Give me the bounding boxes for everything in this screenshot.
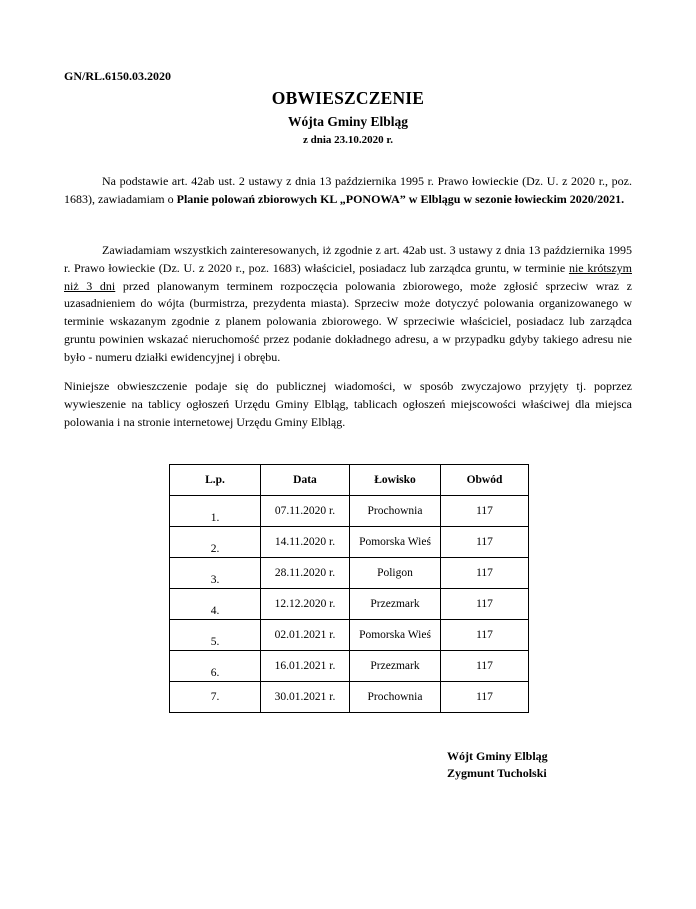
header-date: Data (261, 465, 350, 496)
signature-title: Wójt Gminy Elbląg (447, 749, 548, 763)
paragraph-objection-text-after: przed planowanym terminem rozpoczęcia polowania zbiorowego, może zgłosić sprzeciw wraz z uzasadnieniem do wójta (burmistrza, prezydenta miasta). Sprzeciw może dotyczyć polowania organizowanego w terminie wskazanym zgodnie z planem polowania zbiorowego. W sprzeciwie właściciel, posiadacz lub zarządca gruntu powinien wskazać nieruchomość przez podanie dokładnego adresu, a w przypadku gdyby takiego adresu nie było - numeru działki ewidencyjnej i obrębu. (64, 278, 632, 364)
paragraph-objection-text-before: Zawiadamiam wszystkich zainteresowanych, iż zgodnie z art. 42ab ust. 3 ustawy z dnia 13 października 1995 r. Prawo łowieckie (Dz. U. z 2020 r., poz. 1683) właściciel, posiadacz lub zarządca gruntu, w terminie (64, 243, 632, 275)
header-ground: Łowisko (350, 465, 441, 496)
cell-date: 12.12.2020 r. (261, 589, 350, 620)
paragraph-objection-underlined: nie krótszym niż 3 dni (64, 260, 632, 293)
paragraph-publication: Niniejsze obwieszczenie podaje się do publicznej wiadomości, w sposób zwyczajowo przyjęty tj. poprzez wywieszenie na tablicy ogłoszeń Urzędu Gminy Elbląg, tablicach ogłoszeń miejscowości właściwej dla miejsca polowania i na stronie internetowej Urzędu Gminy Elbląg. (64, 379, 632, 429)
cell-date: 14.11.2020 r. (261, 527, 350, 558)
header-district: Obwód (441, 465, 529, 496)
cell-ground: Pomorska Wieś (350, 620, 441, 651)
page-title: OBWIESZCZENIE (271, 88, 425, 108)
cell-date: 07.11.2020 r. (261, 496, 350, 527)
cell-district: 117 (441, 496, 529, 527)
table-row (170, 527, 529, 558)
cell-lp: 5. (170, 620, 261, 651)
table-row (170, 620, 529, 651)
paragraph-objection-notice (64, 242, 632, 367)
hunt-schedule-table (169, 464, 529, 713)
table-row (170, 651, 529, 682)
cell-ground: Prochownia (350, 496, 441, 527)
page-subtitle: Wójta Gminy Elbląg (287, 114, 408, 129)
paragraph-legal-basis (64, 173, 632, 209)
cell-lp: 3. (170, 558, 261, 589)
table-row (170, 558, 529, 589)
table-row (170, 589, 529, 620)
cell-ground: Pomorska Wieś (350, 527, 441, 558)
cell-district: 117 (441, 620, 529, 651)
cell-district: 117 (441, 682, 529, 713)
cell-date: 28.11.2020 r. (261, 558, 350, 589)
cell-ground: Prochownia (350, 682, 441, 713)
cell-date: 02.01.2021 r. (261, 620, 350, 651)
cell-district: 117 (441, 651, 529, 682)
cell-ground: Przezmark (350, 651, 441, 682)
cell-lp: 4. (170, 589, 261, 620)
cell-lp: 7. (170, 682, 261, 713)
cell-date: 16.01.2021 r. (261, 651, 350, 682)
table-row (170, 682, 529, 713)
cell-lp: 1. (170, 496, 261, 527)
paragraph-legal-basis-text: Na podstawie art. 42ab ust. 2 ustawy z dnia 13 października 1995 r. Prawo łowieckie (Dz. U. z 2020 r., poz. 1683), zawiadamiam o (64, 174, 632, 206)
header-lp: L.p. (170, 465, 261, 496)
cell-lp: 6. (170, 651, 261, 682)
document-date: z dnia 23.10.2020 r. (302, 134, 394, 146)
reference-number: GN/RL.6150.03.2020 (64, 69, 172, 83)
signature-name: Zygmunt Tucholski (447, 766, 547, 780)
cell-district: 117 (441, 558, 529, 589)
cell-date: 30.01.2021 r. (261, 682, 350, 713)
cell-ground: Poligon (350, 558, 441, 589)
cell-district: 117 (441, 589, 529, 620)
cell-district: 117 (441, 527, 529, 558)
cell-ground: Przezmark (350, 589, 441, 620)
paragraph-legal-basis-bold: Planie polowań zbiorowych KL „PONOWA” w Elblągu w sezonie łowieckim 2020/2021. (176, 191, 625, 206)
table-row (170, 496, 529, 527)
table-header-row (170, 465, 529, 496)
cell-lp: 2. (170, 527, 261, 558)
